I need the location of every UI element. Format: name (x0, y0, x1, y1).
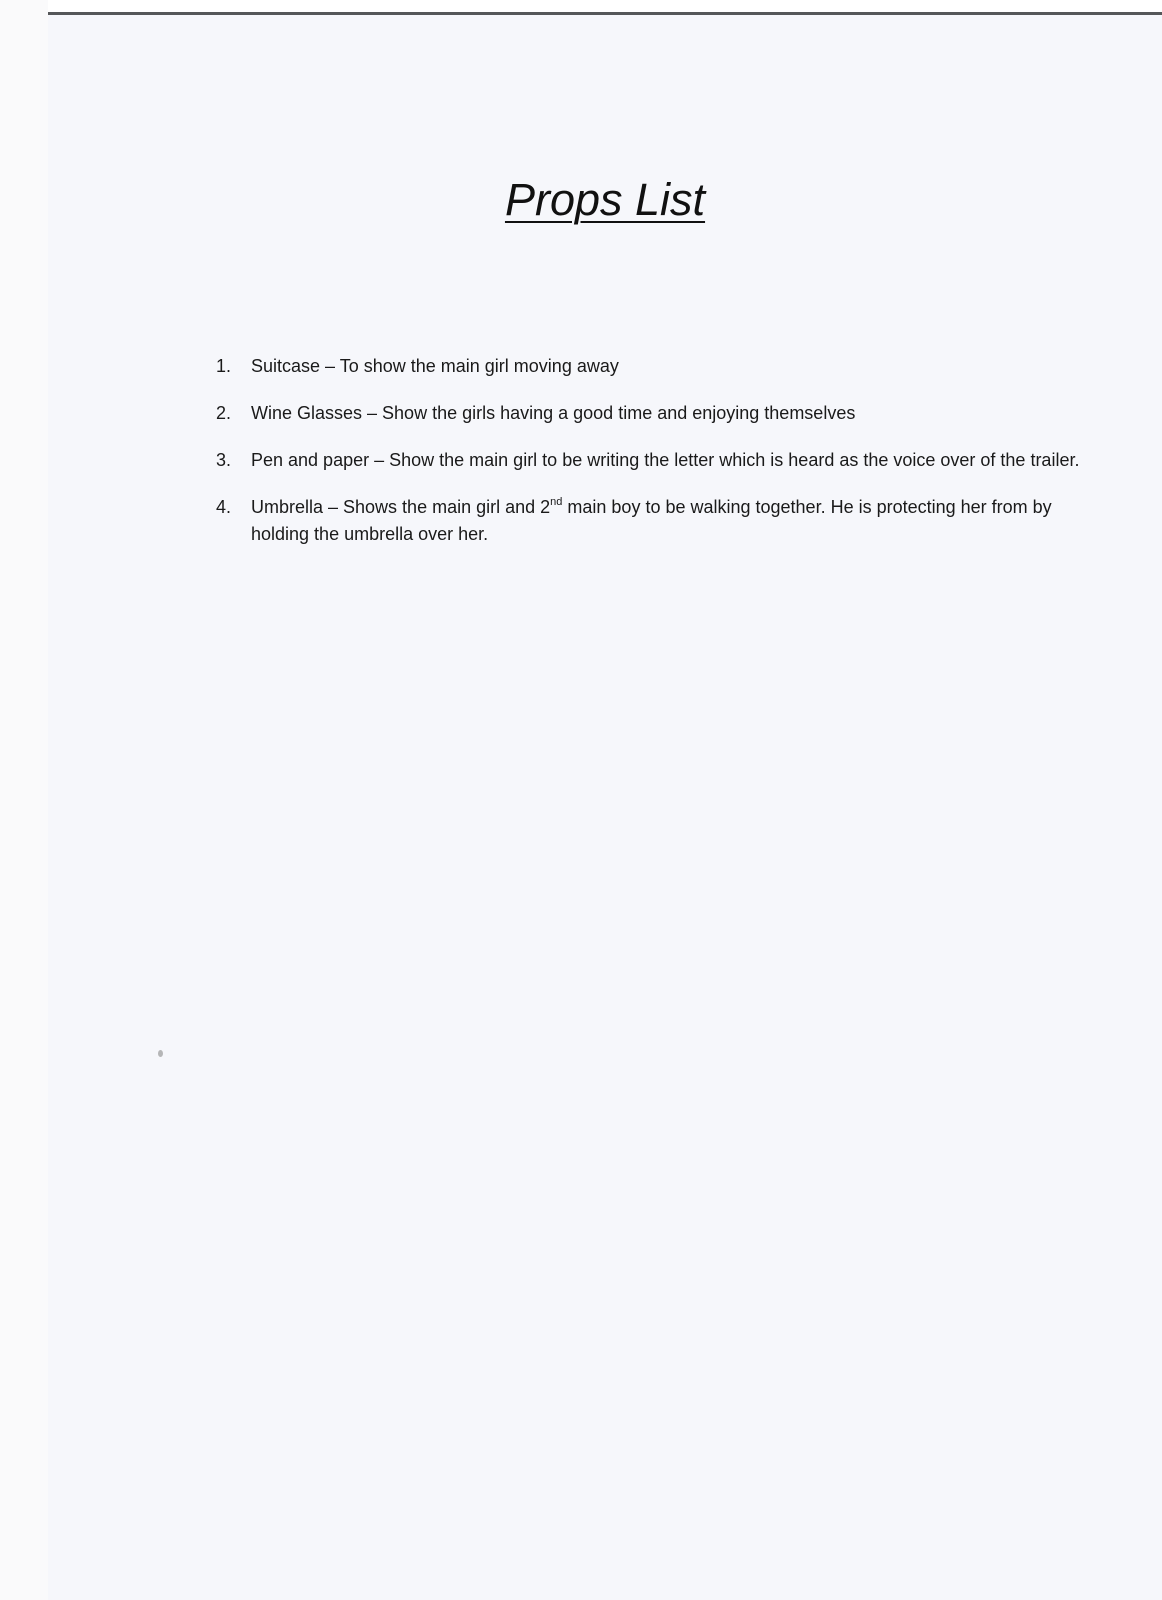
list-item-number: 1. (216, 356, 232, 376)
list-item-1 (216, 353, 1086, 380)
list-item-2 (216, 400, 1086, 427)
list-item-text: Suitcase – To show the main girl moving away (251, 356, 619, 376)
list-item-text-before: Umbrella – Shows the main girl and 2 (251, 497, 551, 517)
list-item-number: 3. (216, 450, 232, 470)
list-item-4 (216, 494, 1086, 548)
scan-border-left (0, 0, 48, 1600)
props-list (216, 353, 1086, 568)
scan-speck (158, 1050, 163, 1057)
page-title: Props List (504, 174, 706, 225)
list-item-text: Pen and paper – Show the main girl to be writing the letter which is heard as the voice over of the trailer. (251, 450, 1080, 470)
list-item-text-after: main boy to be walking together. He is protecting her from by holding the umbrella over her. (251, 497, 1052, 544)
ordinal-superscript: nd (550, 496, 563, 508)
document-page (48, 15, 1162, 1600)
list-item-number: 2. (216, 403, 232, 423)
list-item-number: 4. (216, 497, 232, 517)
list-item-3 (216, 447, 1086, 474)
list-item-text: Wine Glasses – Show the girls having a good time and enjoying themselves (251, 403, 856, 423)
